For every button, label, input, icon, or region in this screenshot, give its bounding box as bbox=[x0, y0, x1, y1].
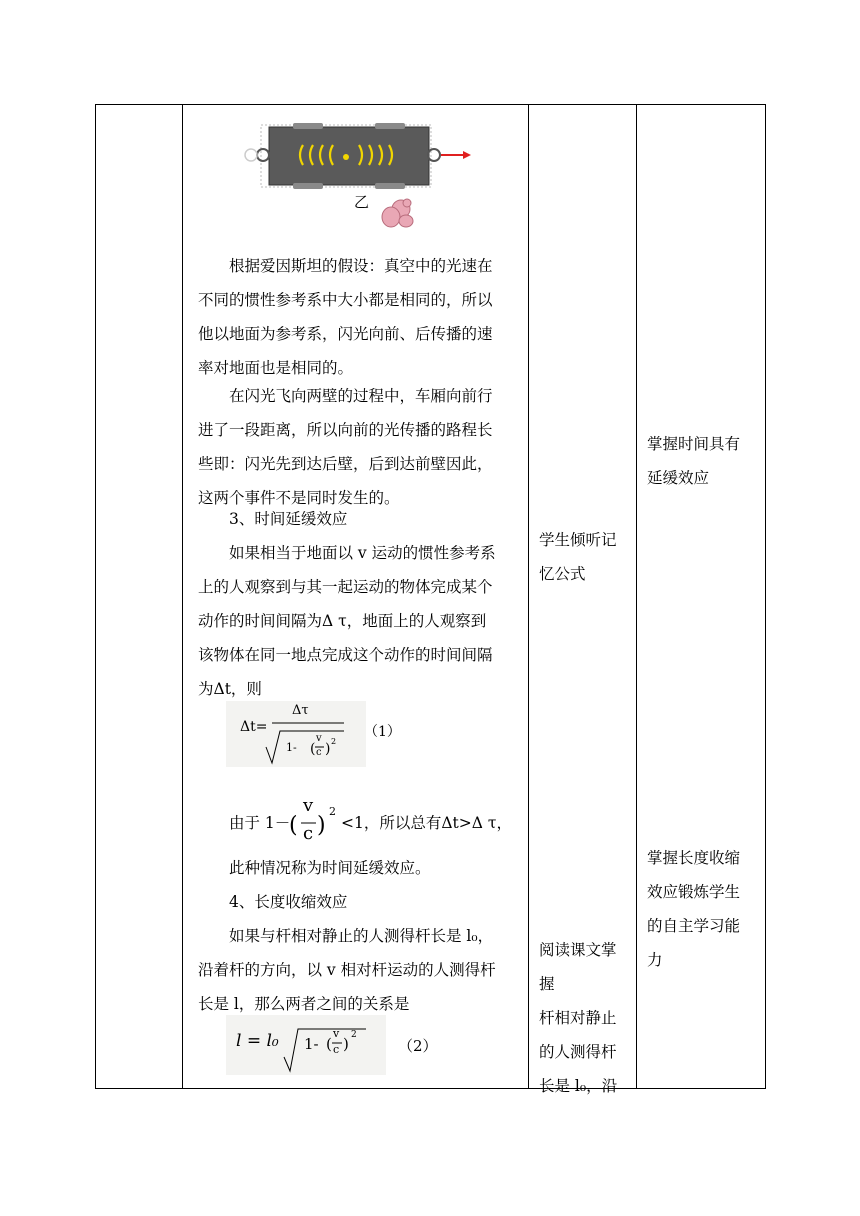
objective-length-contraction: 掌握长度收缩 效应锻炼学生 的自主学习能 力 bbox=[647, 849, 741, 969]
formula-length-contraction: l = l₀ 1- ( v c ) 2 bbox=[226, 1015, 386, 1075]
content-column bbox=[186, 105, 527, 1088]
paragraph-time-dilation: 如果相当于地面以 v 运动的惯性参考系 上的人观察到与其一起运动的物体完成某个 动作的时间间隔为Δ τ，地面上的人观察到 该物体在同一地点完成这个动作的时间间隔 为Δt，则 bbox=[198, 544, 496, 698]
formula-tag-2: （2） bbox=[398, 1037, 438, 1055]
column-divider-2 bbox=[528, 105, 529, 1088]
flash-source bbox=[343, 154, 349, 160]
train-car bbox=[269, 127, 429, 185]
observer-figure bbox=[382, 199, 413, 227]
paragraph-simultaneity: 在闪光飞向两壁的过程中，车厢向前行 进了一段距离，所以向前的光传播的路程长 些即：闪光先到达后壁，后到达前壁因此， 这两个事件不是同时发生的。 bbox=[198, 387, 493, 507]
formula-time-dilation: Δt= Δτ 1- ( v c ) 2 bbox=[226, 701, 366, 767]
paragraph-time-dilation-definition: 此种情况称为时间延缓效应。 bbox=[229, 859, 431, 877]
student-activity-read: 阅读课文掌 握 杆相对静止 的人测得杆 长是 l₀，沿 bbox=[539, 941, 618, 1095]
heading-length-contraction: 4、长度收缩效应 bbox=[229, 893, 348, 911]
paragraph-time-dilation-conclusion: 由于 1－ ( v c ) 2 <1，所以总有Δt>Δ τ， bbox=[229, 795, 512, 844]
train-figure bbox=[241, 117, 491, 237]
student-activity-listen: 学生倾听记 忆公式 bbox=[539, 531, 617, 583]
column-divider-3 bbox=[636, 105, 637, 1088]
paragraph-length-contraction: 如果与杆相对静止的人测得杆长是 l₀， 沿着杆的方向，以 v 相对杆运动的人测得杆 长是 l，那么两者之间的关系是 bbox=[198, 927, 496, 1013]
lesson-table bbox=[95, 104, 766, 1095]
paragraph-einstein-postulate: 根据爱因斯坦的假设：真空中的光速在 不同的惯性参考系中大小都是相同的，所以 他以地面为参考系，闪光向前、后传播的速 率对地面也是相同的。 bbox=[198, 257, 493, 377]
figure-caption: 乙 bbox=[354, 193, 370, 211]
objective-time-dilation: 掌握时间具有 延缓效应 bbox=[647, 435, 741, 487]
heading-time-dilation: 3、时间延缓效应 bbox=[229, 510, 348, 528]
column-divider-1 bbox=[182, 105, 183, 1088]
formula-tag-1: （1） bbox=[364, 724, 401, 740]
